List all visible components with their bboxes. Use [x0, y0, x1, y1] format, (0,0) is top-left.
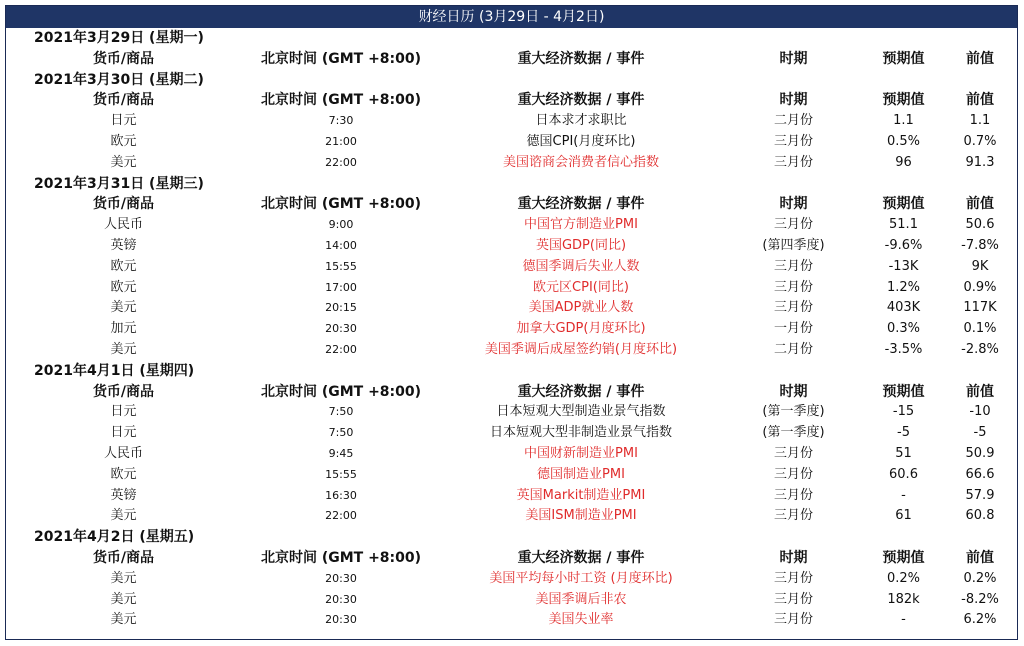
event-cell: 英国Markit制造业PMI: [516, 487, 646, 503]
column-header-previous: 前值: [966, 196, 994, 213]
event-cell: 欧元区CPI(同比): [533, 279, 629, 295]
date-heading: 2021年4月2日 (星期五): [34, 529, 195, 546]
time-cell: 20:30: [325, 322, 357, 336]
forecast-cell: 182k: [887, 591, 920, 607]
date-heading: 2021年3月31日 (星期三): [34, 175, 204, 192]
previous-cell: -7.8%: [961, 237, 999, 253]
time-cell: 22:00: [325, 342, 357, 356]
column-header-row: [6, 548, 1017, 569]
forecast-cell: -13K: [888, 258, 919, 274]
column-header-event: 重大经济数据 / 事件: [517, 383, 645, 400]
forecast-cell: 403K: [886, 300, 921, 316]
period-cell: 一月份: [773, 321, 813, 337]
table-row: [6, 298, 1017, 319]
table-row: [6, 132, 1017, 153]
currency-cell: 美元: [110, 341, 137, 357]
calendar-table: [5, 5, 1018, 640]
column-header-currency: 货币/商品: [92, 196, 155, 213]
column-header-currency: 货币/商品: [92, 92, 155, 109]
column-header-row: [6, 382, 1017, 403]
event-cell: 美国ADP就业人数: [528, 300, 634, 316]
table-row: [6, 486, 1017, 507]
forecast-cell: -9.6%: [884, 237, 923, 253]
table-row: [6, 340, 1017, 361]
currency-cell: 人民币: [103, 445, 143, 461]
time-cell: 14:00: [325, 238, 357, 252]
table-row: [6, 153, 1017, 174]
event-cell: 美国ISM制造业PMI: [525, 508, 637, 524]
column-header-currency: 货币/商品: [92, 383, 155, 400]
previous-cell: 6.2%: [963, 612, 997, 628]
time-cell: 20:30: [325, 592, 357, 606]
time-cell: 22:00: [325, 509, 357, 523]
period-cell: 三月份: [773, 466, 813, 482]
previous-cell: -5: [973, 425, 987, 441]
column-header-event: 重大经济数据 / 事件: [517, 549, 645, 566]
event-cell: 日本短观大型制造业景气指数: [496, 404, 666, 420]
previous-cell: 9K: [971, 258, 989, 274]
column-header-time: 北京时间 (GMT +8:00): [260, 383, 422, 400]
time-cell: 21:00: [325, 134, 357, 148]
event-cell: 美国失业率: [548, 612, 614, 628]
time-cell: 20:30: [325, 571, 357, 585]
column-header-period: 时期: [779, 196, 808, 213]
forecast-cell: 61: [895, 508, 912, 524]
time-cell: 22:00: [325, 155, 357, 169]
column-header-forecast: 预期值: [882, 92, 925, 109]
time-cell: 9:00: [328, 218, 354, 232]
forecast-cell: 51.1: [889, 217, 918, 233]
currency-cell: 欧元: [110, 466, 137, 482]
period-cell: (第一季度): [762, 425, 825, 441]
column-header-currency: 货币/商品: [92, 549, 155, 566]
table-row: [6, 215, 1017, 236]
event-cell: 德国CPI(月度环比): [526, 133, 636, 149]
previous-cell: -8.2%: [961, 591, 999, 607]
previous-cell: 117K: [963, 300, 997, 316]
forecast-cell: 0.2%: [886, 570, 921, 586]
table-row: [6, 257, 1017, 278]
currency-cell: 日元: [110, 113, 137, 129]
table-row: [6, 610, 1017, 631]
time-cell: 7:50: [328, 405, 354, 419]
time-cell: 17:00: [325, 280, 357, 294]
event-cell: 美国季调后成屋签约销(月度环比): [484, 341, 678, 357]
previous-cell: -2.8%: [961, 341, 999, 357]
column-header-previous: 前值: [966, 383, 994, 400]
table-row: [6, 236, 1017, 257]
event-cell: 美国谘商会消费者信心指数: [502, 154, 659, 170]
period-cell: 三月份: [773, 508, 813, 524]
previous-cell: -10: [969, 404, 991, 420]
column-header-time: 北京时间 (GMT +8:00): [260, 549, 422, 566]
time-cell: 16:30: [325, 488, 357, 502]
table-row: [6, 506, 1017, 527]
period-cell: 三月份: [773, 591, 813, 607]
table-row: [6, 444, 1017, 465]
previous-cell: 57.9: [965, 487, 995, 503]
currency-cell: 欧元: [110, 279, 137, 295]
event-cell: 中国财新制造业PMI: [524, 445, 638, 461]
column-header-event: 重大经济数据 / 事件: [517, 92, 645, 109]
forecast-cell: 0.3%: [886, 321, 921, 337]
table-row: [6, 278, 1017, 299]
time-cell: 20:30: [325, 613, 357, 627]
period-cell: 三月份: [773, 279, 813, 295]
table-row: [6, 111, 1017, 132]
previous-cell: 0.1%: [963, 321, 997, 337]
column-header-time: 北京时间 (GMT +8:00): [260, 92, 422, 109]
event-cell: 美国平均每小时工资 (月度环比): [489, 570, 673, 586]
previous-cell: 0.9%: [963, 279, 997, 295]
column-header-row: [6, 49, 1017, 70]
currency-cell: 加元: [110, 321, 137, 337]
period-cell: 二月份: [773, 341, 813, 357]
event-cell: 德国季调后失业人数: [522, 258, 640, 274]
time-cell: 20:15: [325, 301, 357, 315]
currency-cell: 美元: [110, 154, 137, 170]
period-cell: (第一季度): [762, 404, 825, 420]
forecast-cell: 60.6: [889, 466, 918, 482]
period-cell: 三月份: [773, 217, 813, 233]
currency-cell: 美元: [110, 612, 137, 628]
forecast-cell: 96: [895, 154, 912, 170]
currency-cell: 日元: [110, 425, 137, 441]
column-header-row: [6, 194, 1017, 215]
currency-cell: 日元: [110, 404, 137, 420]
column-header-time: 北京时间 (GMT +8:00): [260, 196, 422, 213]
time-cell: 7:30: [328, 114, 354, 128]
column-header-event: 重大经济数据 / 事件: [517, 50, 645, 67]
currency-cell: 欧元: [110, 258, 137, 274]
currency-cell: 美元: [110, 300, 137, 316]
previous-cell: 66.6: [965, 466, 995, 482]
previous-cell: 91.3: [965, 154, 995, 170]
currency-cell: 欧元: [110, 133, 137, 149]
currency-cell: 美元: [110, 508, 137, 524]
column-header-previous: 前值: [966, 92, 994, 109]
column-header-previous: 前值: [966, 50, 994, 67]
previous-cell: 60.8: [965, 508, 995, 524]
forecast-cell: -: [901, 612, 906, 628]
period-cell: 三月份: [773, 487, 813, 503]
column-header-period: 时期: [779, 92, 808, 109]
forecast-cell: 1.1: [893, 113, 914, 129]
column-header-currency: 货币/商品: [92, 50, 155, 67]
forecast-cell: -3.5%: [884, 341, 923, 357]
column-header-time: 北京时间 (GMT +8:00): [260, 50, 422, 67]
column-header-period: 时期: [779, 549, 808, 566]
forecast-cell: -5: [897, 425, 910, 441]
table-row: [6, 465, 1017, 486]
time-cell: 15:55: [325, 259, 357, 273]
event-cell: 加拿大GDP(月度环比): [516, 321, 646, 337]
previous-cell: 50.9: [965, 445, 995, 461]
date-heading: 2021年4月1日 (星期四): [34, 362, 195, 379]
table-row: [6, 423, 1017, 444]
event-cell: 德国制造业PMI: [537, 466, 625, 482]
previous-cell: 50.6: [965, 217, 995, 233]
date-heading: 2021年3月30日 (星期二): [34, 71, 204, 88]
table-row: [6, 569, 1017, 590]
time-cell: 9:45: [328, 446, 354, 460]
column-header-forecast: 预期值: [882, 50, 925, 67]
event-cell: 中国官方制造业PMI: [524, 217, 638, 233]
previous-cell: 0.2%: [963, 570, 997, 586]
table-row: [6, 402, 1017, 423]
forecast-cell: -: [901, 487, 906, 503]
previous-cell: 0.7%: [963, 133, 997, 149]
event-cell: 英国GDP(同比): [535, 237, 627, 253]
column-header-event: 重大经济数据 / 事件: [517, 196, 645, 213]
event-cell: 美国季调后非农: [535, 591, 627, 607]
event-cell: 日本短观大型非制造业景气指数: [489, 425, 672, 441]
forecast-cell: -15: [892, 404, 915, 420]
currency-cell: 美元: [110, 570, 137, 586]
column-header-forecast: 预期值: [882, 196, 925, 213]
period-cell: 三月份: [773, 258, 813, 274]
column-header-forecast: 预期值: [882, 549, 925, 566]
column-header-previous: 前值: [966, 549, 994, 566]
calendar-body: [6, 28, 1017, 631]
period-cell: 三月份: [773, 445, 813, 461]
currency-cell: 美元: [110, 591, 137, 607]
time-cell: 15:55: [325, 467, 357, 481]
period-cell: (第四季度): [762, 237, 825, 253]
column-header-period: 时期: [779, 50, 808, 67]
table-row: [6, 319, 1017, 340]
currency-cell: 英镑: [110, 487, 137, 503]
time-cell: 7:50: [328, 426, 354, 440]
column-header-row: [6, 90, 1017, 111]
event-cell: 日本求才求职比: [535, 113, 627, 129]
period-cell: 三月份: [773, 570, 813, 586]
column-header-period: 时期: [779, 383, 808, 400]
period-cell: 三月份: [773, 154, 813, 170]
period-cell: 二月份: [773, 113, 813, 129]
column-header-forecast: 预期值: [882, 383, 925, 400]
previous-cell: 1.1: [969, 113, 991, 129]
forecast-cell: 51: [895, 445, 912, 461]
date-heading: 2021年3月29日 (星期一): [34, 30, 204, 46]
calendar-title: 财经日历 (3月29日 - 4月2日): [6, 6, 1017, 28]
forecast-cell: 0.5%: [886, 133, 921, 149]
forecast-cell: 1.2%: [886, 279, 921, 295]
table-row: [6, 590, 1017, 611]
period-cell: 三月份: [773, 300, 813, 316]
currency-cell: 人民币: [103, 217, 143, 233]
period-cell: 三月份: [773, 612, 813, 628]
currency-cell: 英镑: [110, 237, 137, 253]
period-cell: 三月份: [773, 133, 813, 149]
